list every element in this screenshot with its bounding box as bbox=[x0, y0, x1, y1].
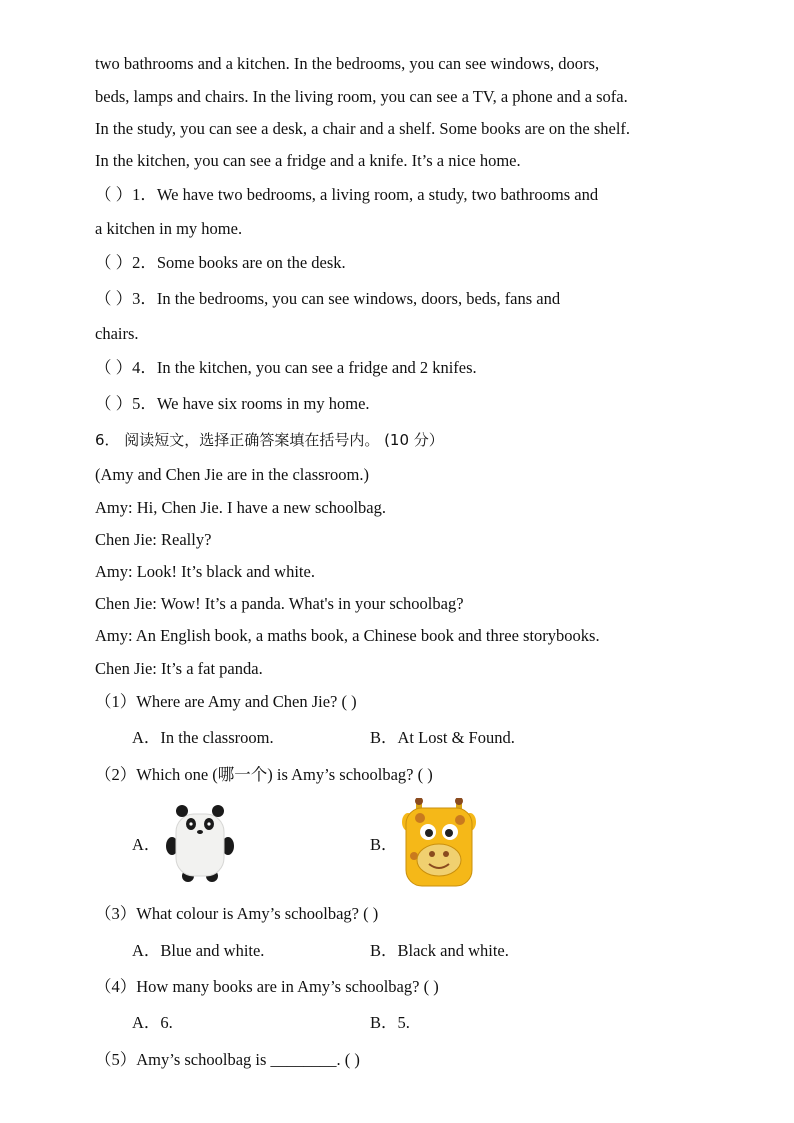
dialogue-line: Chen Jie: Wow! It’s a panda. What's in your schoolbag? bbox=[95, 594, 464, 613]
question-4: （4）How many books are in Amy’s schoolbag? ( ) bbox=[95, 977, 439, 996]
item-text: In the bedrooms, you can see windows, doors, beds, fans and bbox=[156, 289, 561, 308]
dialogue-line: Chen Jie: It’s a fat panda. bbox=[95, 659, 263, 678]
tf-item-4 bbox=[95, 358, 477, 378]
passage-line: beds, lamps and chairs. In the living room, you can see a TV, a phone and a sofa. bbox=[95, 87, 628, 106]
panda-schoolbag-image bbox=[164, 802, 236, 884]
option-a[interactable]: A．In the classroom. bbox=[132, 728, 274, 747]
question-3: （3）What colour is Amy’s schoolbag? ( ) bbox=[95, 904, 379, 923]
question-2: （2）Which one (哪一个) is Amy’s schoolbag? ( ) bbox=[95, 765, 433, 784]
item-number: 2． bbox=[132, 253, 157, 272]
tf-item-1-cont: a kitchen in my home. bbox=[95, 219, 243, 238]
option-a[interactable]: A．Blue and white. bbox=[132, 941, 265, 960]
question-5: （5）Amy’s schoolbag is ________. ( ) bbox=[95, 1050, 360, 1069]
dialogue-line: Chen Jie: Really? bbox=[95, 530, 212, 549]
tf-item-5 bbox=[95, 394, 370, 414]
option-b[interactable]: B．5. bbox=[370, 1013, 410, 1032]
tf-item-1 bbox=[95, 185, 598, 205]
option-a[interactable]: A．6. bbox=[132, 1013, 173, 1032]
item-number: 3． bbox=[132, 289, 157, 308]
answer-paren[interactable]: （ ） bbox=[95, 185, 133, 204]
scene-note: (Amy and Chen Jie are in the classroom.) bbox=[95, 465, 370, 484]
passage-line: In the kitchen, you can see a fridge and a knife. It’s a nice home. bbox=[95, 151, 521, 170]
item-number: 1． bbox=[132, 185, 157, 204]
question-1: （1）Where are Amy and Chen Jie? ( ) bbox=[95, 692, 357, 711]
item-text: We have two bedrooms, a living room, a study, two bathrooms and bbox=[156, 185, 599, 204]
passage-line: In the study, you can see a desk, a chair and a shelf. Some books are on the shelf. bbox=[95, 119, 631, 138]
answer-paren[interactable]: （ ） bbox=[95, 253, 133, 272]
item-text: In the kitchen, you can see a fridge and 2 knifes. bbox=[156, 358, 477, 377]
option-b[interactable]: B．Black and white. bbox=[370, 941, 509, 960]
section-title: 6． 阅读短文，选择正确答案填在括号内。 (10 分） bbox=[95, 431, 444, 449]
item-text: Some books are on the desk. bbox=[156, 253, 346, 272]
giraffe-schoolbag-image bbox=[402, 798, 476, 888]
option-b[interactable]: B． bbox=[370, 835, 398, 854]
dialogue-line: Amy: Look! It’s black and white. bbox=[95, 562, 315, 581]
dialogue-line: Amy: Hi, Chen Jie. I have a new schoolbag. bbox=[95, 498, 386, 517]
answer-paren[interactable]: （ ） bbox=[95, 394, 133, 413]
tf-item-2 bbox=[95, 253, 346, 273]
answer-paren[interactable]: （ ） bbox=[95, 358, 133, 377]
option-a[interactable]: A． bbox=[132, 835, 161, 854]
item-number: 5． bbox=[132, 394, 157, 413]
item-text: We have six rooms in my home. bbox=[156, 394, 370, 413]
answer-paren[interactable]: （ ） bbox=[95, 289, 133, 308]
option-b[interactable]: B．At Lost & Found. bbox=[370, 728, 515, 747]
tf-item-3-cont: chairs. bbox=[95, 324, 139, 343]
dialogue-line: Amy: An English book, a maths book, a Chinese book and three storybooks. bbox=[95, 626, 600, 645]
tf-item-3 bbox=[95, 289, 560, 309]
passage-line: two bathrooms and a kitchen. In the bedrooms, you can see windows, doors, bbox=[95, 54, 600, 73]
item-number: 4． bbox=[132, 358, 157, 377]
